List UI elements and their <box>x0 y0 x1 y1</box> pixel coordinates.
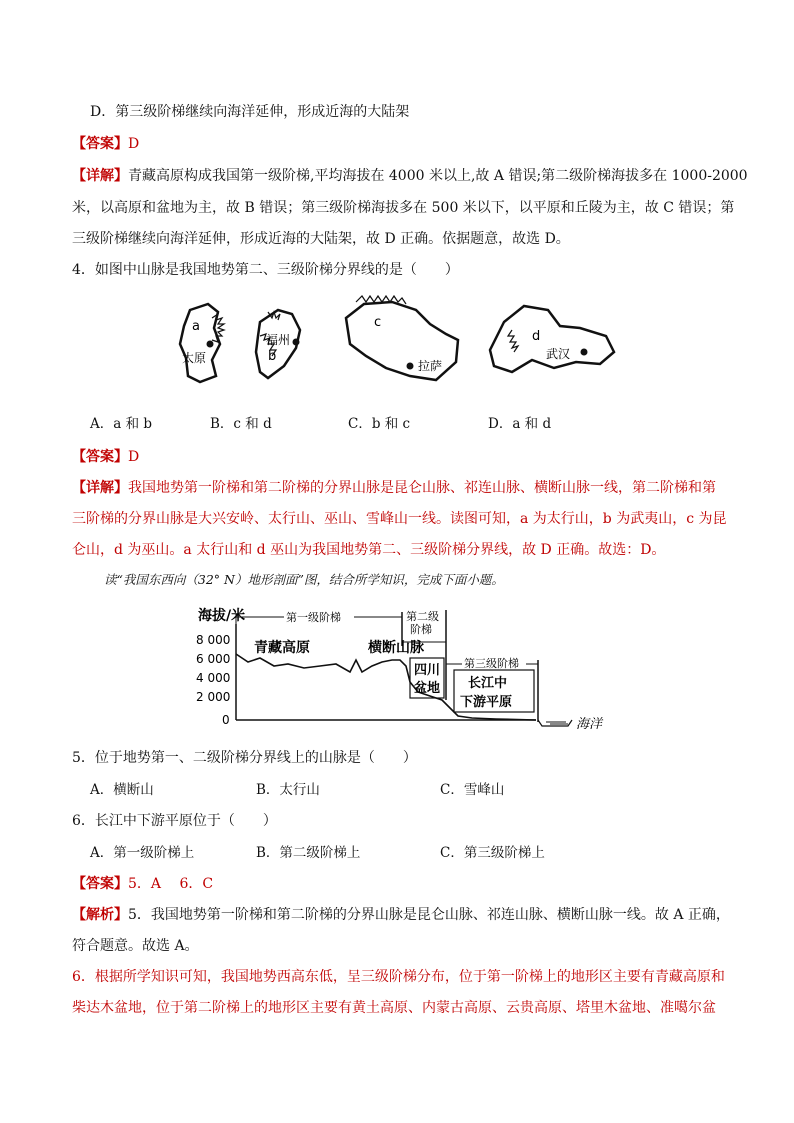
q56-analysis-line-2: 符合题意。故选 A。 <box>72 938 199 954</box>
q4-detail-line-3: 仑山，d 为巫山。a 太行山和 d 巫山为我国地势第二、三级阶梯分界线，故 D 正确。故选：D。 <box>72 542 666 558</box>
label-sichuan-l1: 四川 <box>414 663 441 678</box>
q3-detail-line-3: 三级阶梯继续向海洋延伸，形成近海的大陆架，故 D 正确。依据题意，故选 D。 <box>72 231 570 247</box>
analysis-label: 【解析】 <box>72 907 128 923</box>
q3-option-d: D．第三级阶梯继续向海洋延伸，形成近海的大陆架 <box>90 104 410 120</box>
q56-analysis-line-1 <box>72 905 730 925</box>
q56-analysis-line-3: 6．根据所学知识可知，我国地势西高东低，呈三级阶梯分布，位于第一阶梯上的地形区主要有青藏高原和 <box>72 969 725 985</box>
detail-text: 我国地势第一阶梯和第二阶梯的分界山脉是昆仑山脉、祁连山脉、横断山脉一线，第二阶梯和第 <box>128 480 716 496</box>
answer-label: 【答案】 <box>72 449 128 465</box>
q5-option-b: B．太行山 <box>256 782 320 798</box>
label-taiyuan: 太原 <box>182 351 207 365</box>
ytick-4000: 4 000 <box>196 671 231 685</box>
q4-option-a: A．a 和 b <box>90 416 153 432</box>
q6-option-c: C．第三级阶梯上 <box>440 845 545 861</box>
q4-answer <box>72 447 722 467</box>
label-d: d <box>532 329 541 344</box>
answer-value: D <box>128 136 140 152</box>
q6-option-b: B．第二级阶梯上 <box>256 845 361 861</box>
q3-answer <box>72 134 722 154</box>
step2-label-l2: 阶梯 <box>410 623 432 636</box>
city-dot <box>293 339 300 346</box>
label-plateau: 青藏高原 <box>254 640 310 656</box>
q4-option-c: C．b 和 c <box>348 416 411 432</box>
q56-analysis-line-4: 柴达木盆地，位于第二阶梯上的地形区主要有黄土高原、内蒙古高原、云贵高原、塔里木盆地、准噶尔盆 <box>72 1000 716 1016</box>
label-hengduan: 横断山脉 <box>368 640 424 656</box>
label-a: a <box>192 319 200 334</box>
q4-detail-line-2: 三阶梯的分界山脉是大兴安岭、太行山、巫山、雪峰山一线。读图可知，a 为太行山，b 为武夷山，c 为昆 <box>72 511 727 527</box>
city-dot <box>207 341 214 348</box>
ytick-6000: 6 000 <box>196 652 231 666</box>
label-lhasa: 拉萨 <box>418 359 443 373</box>
step1-label: 第一级阶梯 <box>286 611 341 624</box>
terrain-profile <box>196 600 646 735</box>
city-dot <box>581 349 588 356</box>
answer-label: 【答案】 <box>72 136 128 152</box>
q5-stem: 5．位于地势第一、二级阶梯分界线上的山脉是（ ） <box>72 750 417 766</box>
answer-value: 5．A 6．C <box>128 876 214 892</box>
map-fujian <box>256 310 300 378</box>
ocean-label: 海洋 <box>576 717 603 732</box>
answer-label: 【答案】 <box>72 876 128 892</box>
ocean-shelf <box>538 720 572 726</box>
label-changjiang-l2: 下游平原 <box>460 695 513 710</box>
ytick-0: 0 <box>222 713 230 727</box>
q4-province-maps <box>160 292 630 392</box>
q56-answer <box>72 874 722 894</box>
label-c: c <box>374 315 382 330</box>
ytick-8000: 8 000 <box>196 633 231 647</box>
q4-detail-line-1 <box>72 478 722 498</box>
y-axis-label: 海拔/米 <box>198 608 246 624</box>
q5-option-a: A．横断山 <box>90 782 154 798</box>
q6-stem: 6．长江中下游平原位于（ ） <box>72 813 277 829</box>
detail-label: 【详解】 <box>72 168 128 184</box>
step3-label: 第三级阶梯 <box>464 657 519 670</box>
q6-option-a: A．第一级阶梯上 <box>90 845 195 861</box>
analysis-text: 5．我国地势第一阶梯和第二阶梯的分界山脉是昆仑山脉、祁连山脉、横断山脉一线。故 A 正确， <box>128 907 730 923</box>
profile-caption: 读“我国东西向（32° N）地形剖面”图，结合所学知识，完成下面小题。 <box>104 572 504 587</box>
q3-detail-line-1 <box>72 166 748 186</box>
q4-option-d: D．a 和 d <box>488 416 552 432</box>
answer-value: D <box>128 449 140 465</box>
q5-option-c: C．雪峰山 <box>440 782 505 798</box>
label-b: b <box>268 349 277 364</box>
map-hubei <box>490 306 614 372</box>
step2-label-l1: 第二级 <box>406 610 439 623</box>
q3-detail-line-2: 米，以高原和盆地为主，故 B 错误；第三级阶梯海拔多在 500 米以下，以平原和丘陵为主，故 C 错误；第 <box>72 200 735 216</box>
city-dot <box>407 363 414 370</box>
label-fuzhou: 福州 <box>266 333 291 347</box>
label-changjiang-l1: 长江中 <box>468 676 508 691</box>
q4-option-b: B．c 和 d <box>210 416 272 432</box>
label-wuhan: 武汉 <box>546 347 571 361</box>
detail-text: 青藏高原构成我国第一级阶梯,平均海拔在 4000 米以上,故 A 错误;第二级阶梯海拔多在 1000-2000 <box>128 168 748 184</box>
ytick-2000: 2 000 <box>196 690 231 704</box>
detail-label: 【详解】 <box>72 480 128 496</box>
label-sichuan-l2: 盆地 <box>414 681 441 696</box>
map-shanxi <box>180 304 224 382</box>
map-tibet <box>346 296 458 380</box>
q4-stem: 4．如图中山脉是我国地势第二、三级阶梯分界线的是（ ） <box>72 262 459 278</box>
